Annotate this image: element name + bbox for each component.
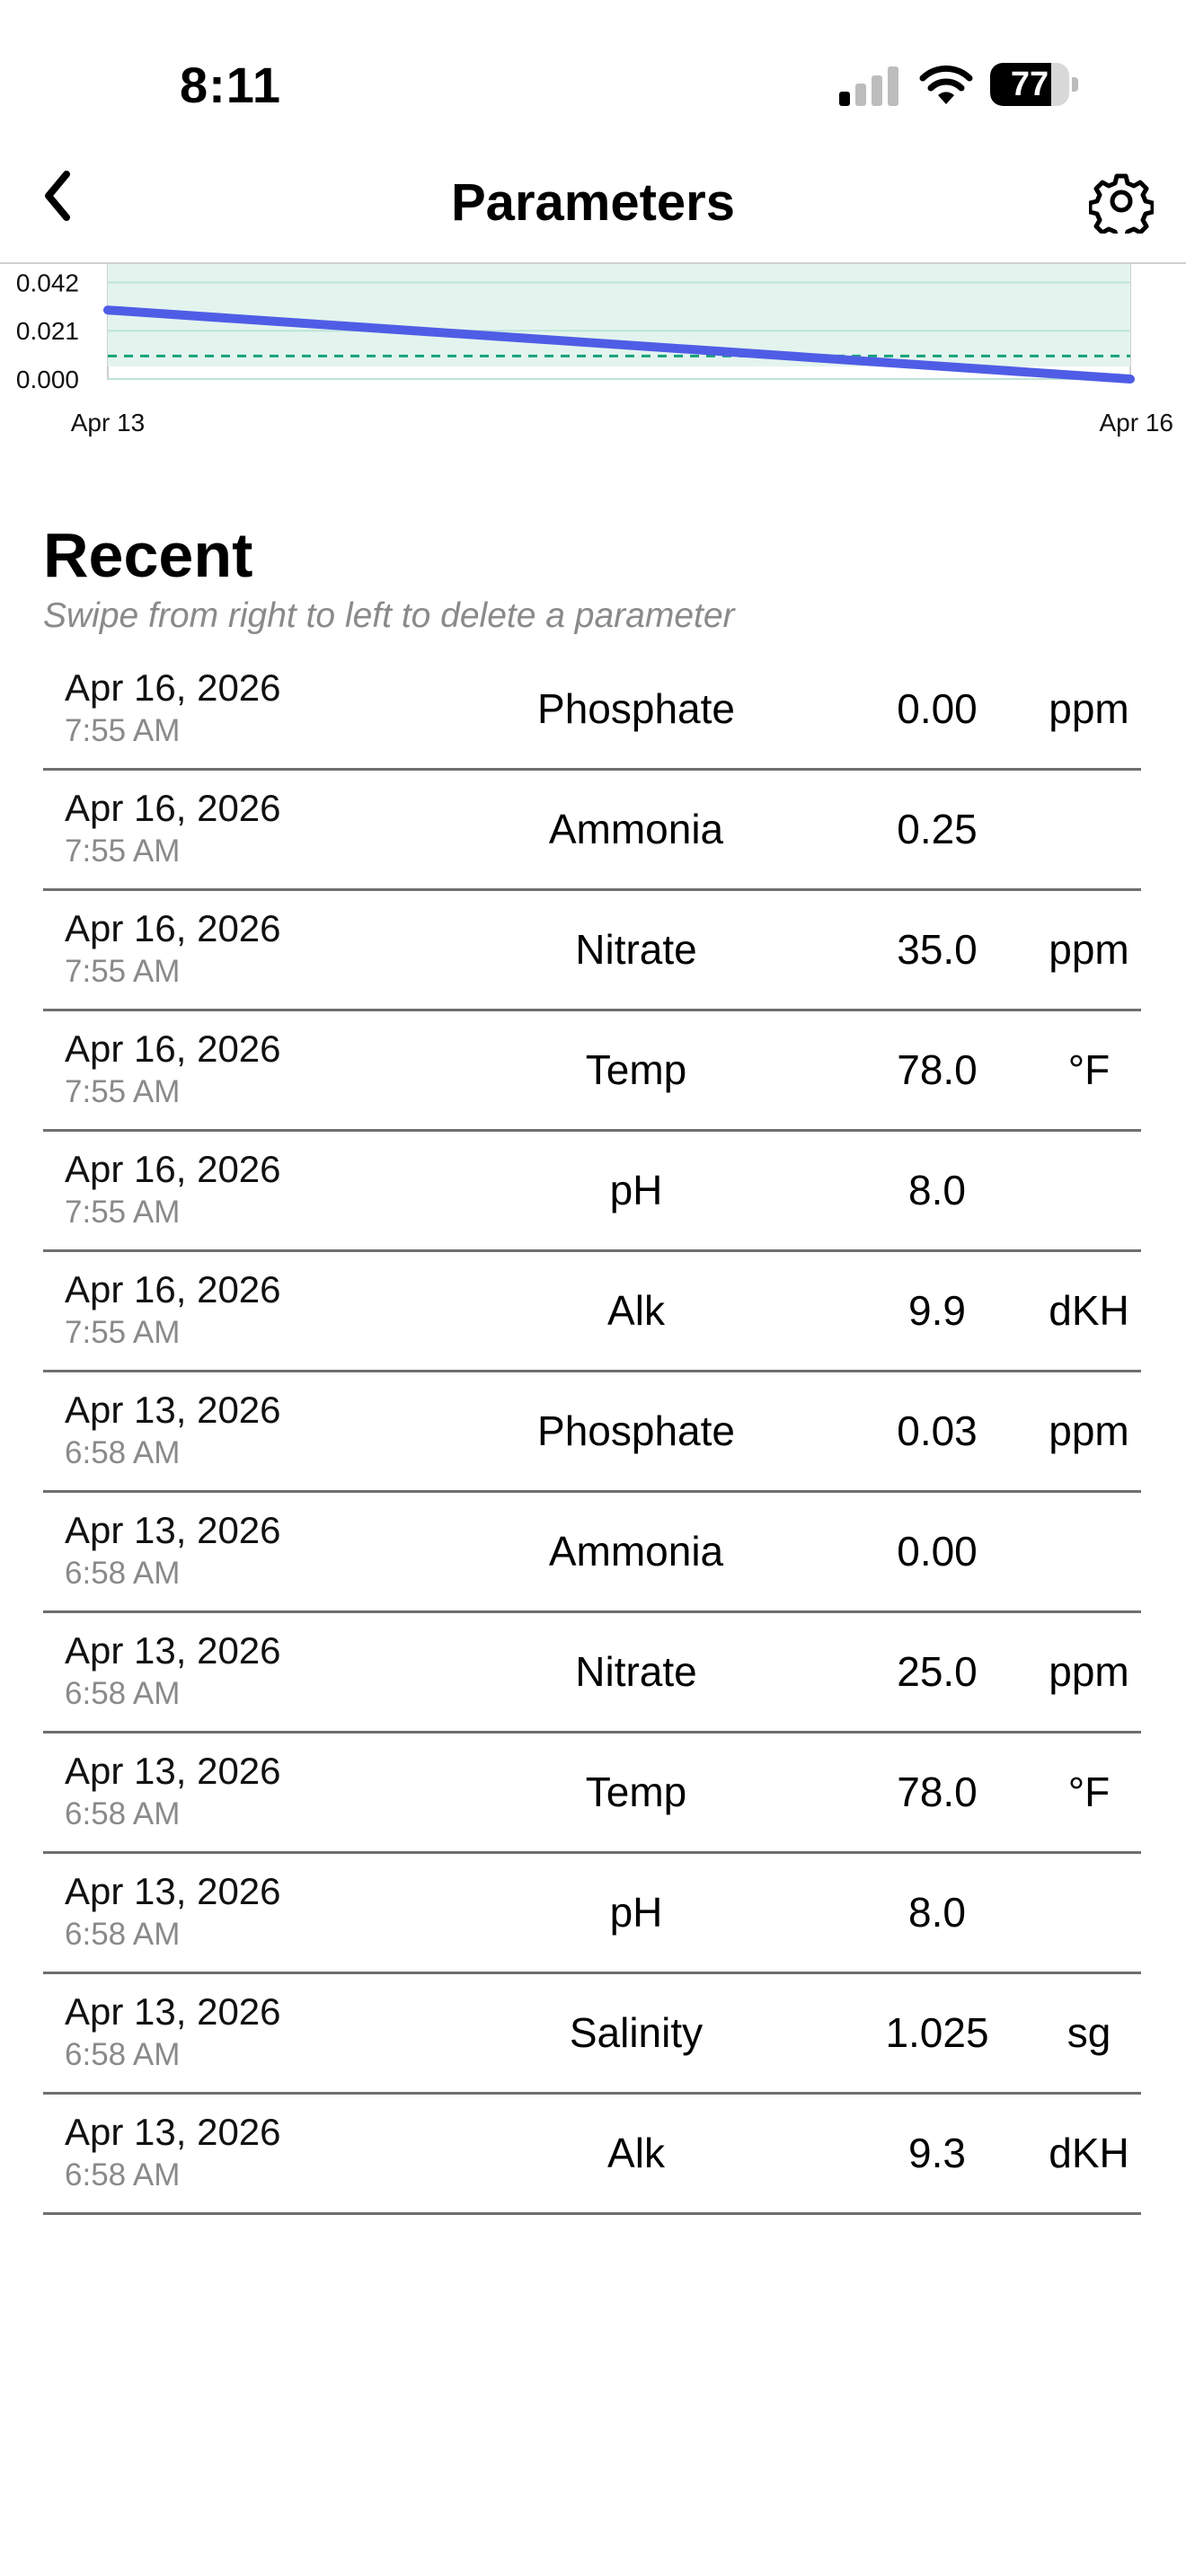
parameter-name: Nitrate <box>575 926 697 973</box>
row-date: Apr 13, 2026 <box>65 1990 281 2033</box>
recent-title: Recent <box>43 520 253 590</box>
parameter-value: 78.0 <box>897 1046 978 1093</box>
parameter-value: 0.03 <box>897 1407 978 1454</box>
row-date: Apr 16, 2026 <box>65 1028 281 1070</box>
row-date: Apr 16, 2026 <box>65 907 281 949</box>
nav-bar <box>0 162 1186 264</box>
page-title: Parameters <box>451 173 735 232</box>
parameter-row[interactable] <box>43 1493 1141 1613</box>
row-time: 7:55 AM <box>65 954 181 989</box>
parameter-row[interactable] <box>43 650 1141 771</box>
battery-percent: 77 <box>1010 66 1049 103</box>
gear-icon <box>1089 169 1154 234</box>
row-time: 7:55 AM <box>65 1074 181 1109</box>
parameter-chart <box>0 264 1186 453</box>
parameter-unit: ppm <box>1049 1648 1129 1695</box>
parameter-row[interactable] <box>43 1854 1141 1974</box>
parameter-name: Alk <box>607 1287 665 1334</box>
row-date: Apr 16, 2026 <box>65 787 281 829</box>
parameter-name: Nitrate <box>575 1648 697 1695</box>
row-date: Apr 13, 2026 <box>65 1870 281 1912</box>
row-time: 6:58 AM <box>65 1556 181 1591</box>
parameter-unit: °F <box>1067 1769 1111 1815</box>
parameter-value: 0.00 <box>897 1528 978 1575</box>
parameter-name: Phosphate <box>537 685 735 732</box>
y-tick-label: 0.021 <box>15 317 79 346</box>
battery-icon <box>990 63 1080 108</box>
parameter-row[interactable] <box>43 2095 1141 2215</box>
parameter-unit: ppm <box>1049 685 1129 732</box>
parameter-unit: dKH <box>1049 1287 1129 1334</box>
row-time: 6:58 AM <box>65 2037 181 2072</box>
row-time: 7:55 AM <box>65 1195 181 1230</box>
parameter-name: Temp <box>585 1046 687 1093</box>
swipe-hint: Swipe from right to left to delete a parameter <box>43 596 735 635</box>
parameter-unit: dKH <box>1049 2130 1129 2176</box>
parameter-row[interactable] <box>43 1132 1141 1252</box>
parameter-value: 25.0 <box>897 1648 978 1695</box>
parameter-value: 0.00 <box>897 685 978 732</box>
parameter-value: 35.0 <box>897 926 978 973</box>
parameter-unit: °F <box>1067 1046 1111 1093</box>
parameter-row[interactable] <box>43 1734 1141 1854</box>
row-time: 7:55 AM <box>65 1315 181 1350</box>
row-date: Apr 16, 2026 <box>65 666 281 709</box>
chart-svg <box>0 264 1186 453</box>
parameter-row[interactable] <box>43 771 1141 891</box>
parameter-row[interactable] <box>43 1974 1141 2095</box>
parameter-name: Alk <box>607 2130 665 2176</box>
row-date: Apr 13, 2026 <box>65 1509 281 1551</box>
parameter-row[interactable] <box>43 1011 1141 1132</box>
parameter-row[interactable] <box>43 891 1141 1011</box>
row-time: 6:58 AM <box>65 2157 181 2192</box>
parameter-unit: sg <box>1067 2009 1111 2056</box>
row-time: 6:58 AM <box>65 1796 181 1831</box>
cellular-signal-icon <box>839 66 900 106</box>
status-time: 8:11 <box>180 57 281 113</box>
settings-button[interactable] <box>1089 169 1154 234</box>
wifi-icon <box>918 63 974 104</box>
parameter-name: pH <box>609 1889 663 1936</box>
parameter-row[interactable] <box>43 1252 1141 1372</box>
parameter-name: pH <box>609 1167 663 1213</box>
row-date: Apr 13, 2026 <box>65 2111 281 2153</box>
row-time: 7:55 AM <box>65 713 181 748</box>
row-time: 6:58 AM <box>65 1676 181 1711</box>
x-tick-label: Apr 16 <box>1099 409 1173 437</box>
parameter-value: 0.25 <box>897 806 978 852</box>
parameter-value: 8.0 <box>908 1167 966 1213</box>
battery-nub <box>1072 77 1078 92</box>
recent-list <box>43 650 1141 2215</box>
parameter-value: 8.0 <box>908 1889 966 1936</box>
row-date: Apr 13, 2026 <box>65 1629 281 1672</box>
row-time: 7:55 AM <box>65 834 181 869</box>
parameter-unit: ppm <box>1049 1407 1129 1454</box>
parameter-name: Ammonia <box>548 806 724 852</box>
row-time: 6:58 AM <box>65 1435 181 1470</box>
row-date: Apr 13, 2026 <box>65 1389 281 1431</box>
battery-body <box>990 63 1069 106</box>
row-time: 6:58 AM <box>65 1917 181 1952</box>
parameter-name: Salinity <box>569 2009 704 2056</box>
parameter-unit: ppm <box>1049 926 1129 973</box>
target-band <box>108 264 1130 366</box>
parameter-value: 78.0 <box>897 1769 978 1815</box>
parameter-name: Temp <box>585 1769 687 1815</box>
parameter-row[interactable] <box>43 1372 1141 1493</box>
parameter-row[interactable] <box>43 1613 1141 1734</box>
status-bar <box>0 0 1186 162</box>
parameter-value: 1.025 <box>885 2009 989 2056</box>
row-date: Apr 16, 2026 <box>65 1148 281 1190</box>
row-date: Apr 16, 2026 <box>65 1268 281 1310</box>
y-tick-label: 0.000 <box>15 366 79 393</box>
x-tick-label: Apr 13 <box>70 409 146 437</box>
y-tick-label: 0.042 <box>15 269 79 297</box>
parameter-value: 9.9 <box>908 1287 966 1334</box>
parameter-name: Ammonia <box>548 1528 724 1575</box>
row-date: Apr 13, 2026 <box>65 1750 281 1792</box>
parameter-name: Phosphate <box>537 1407 735 1454</box>
parameter-value: 9.3 <box>908 2130 966 2176</box>
